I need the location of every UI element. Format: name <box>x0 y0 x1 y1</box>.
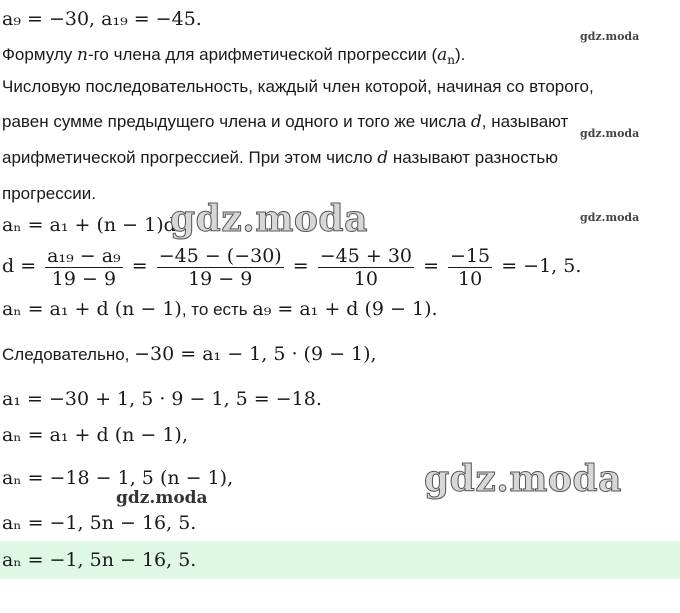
fraction-1: $\frac{\text{a₁₉ − a₉}}{19 - 9}$ <box>47 244 121 290</box>
first-term-calc: a₁ = −30 + 1, 5 · 9 − 1, 5 = −18. <box>2 388 322 410</box>
fraction-4: $\frac{-15}{10}$ <box>450 244 491 290</box>
given-values: a₉ = −30, a₁₉ = −45. <box>2 8 202 30</box>
watermark-small-1: gdz.moda <box>580 30 640 43</box>
watermark-medium: gdz.moda <box>116 488 208 508</box>
definition-line-2: равен сумме предыдущего члена и одного и того же числа d, называют <box>2 112 569 132</box>
watermark-large-1: gdz.moda <box>170 198 368 240</box>
difference-calculation: d = $\frac{\text{a₁₉ − a₉}}{19 - 9}$ = $\frac{-45 - (-30)}{19 - 9}$ = $\frac{-45 + 30}{10}$ = $\frac{-15}{10}$ = −1, 5. <box>2 244 582 290</box>
nth-term-formula: aₙ = a₁ + (n − 1)d <box>2 214 176 236</box>
definition-line-4: прогрессии. <box>2 184 96 203</box>
definition-line-1: Числовую последовательность, каждый член которой, начиная со второго, <box>2 77 594 96</box>
substitution-line: Следовательно, −30 = a₁ − 1, 5 · (9 − 1), <box>2 343 377 365</box>
watermark-small-2: gdz.moda <box>580 127 640 140</box>
general-formula-repeat: aₙ = a₁ + d (n − 1), <box>2 424 188 446</box>
formula-heading: Формулу n-го члена для арифметической прогрессии $(a_n)$. <box>2 45 466 67</box>
fraction-2: $\frac{-45 - (-30)}{19 - 9}$ <box>158 244 282 290</box>
definition-line-3: арифметической прогрессией. При этом число d называют разностью <box>2 148 558 168</box>
ninth-term-formula: aₙ = a₁ + d (n − 1), то есть a₉ = a₁ + d (9 − 1). <box>2 298 438 320</box>
final-answer: aₙ = −1, 5n − 16, 5. <box>2 549 197 571</box>
simplified-formula: aₙ = −1, 5n − 16, 5. <box>2 512 197 534</box>
substituted-formula: aₙ = −18 − 1, 5 (n − 1), <box>2 467 234 489</box>
watermark-small-3: gdz.moda <box>580 211 640 224</box>
watermark-large-2: gdz.moda <box>424 458 622 500</box>
fraction-3: $\frac{-45 + 30}{10}$ <box>319 244 413 290</box>
